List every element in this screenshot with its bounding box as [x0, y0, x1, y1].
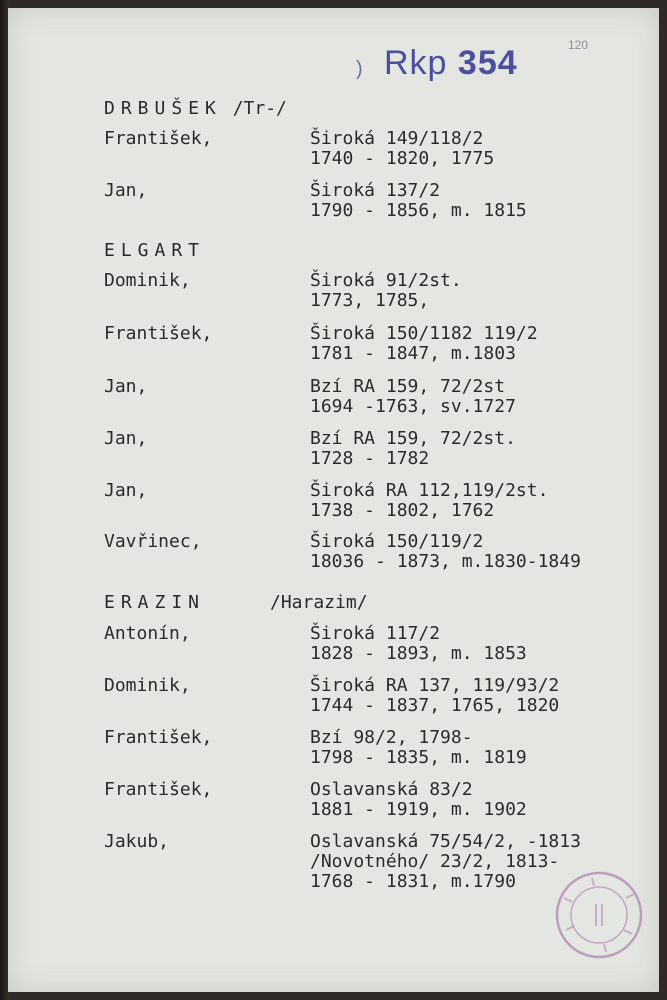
- record-text: ELGART: [104, 240, 206, 261]
- archive-signature: [384, 44, 518, 83]
- record-text: Bzí RA 159, 72/2st: [310, 376, 506, 397]
- record-text: DRBUŠEK: [104, 98, 222, 119]
- record-line: [310, 801, 527, 819]
- record-line: [310, 292, 429, 310]
- record-line: [310, 450, 429, 468]
- record-text: 1781 - 1847, m.1803: [310, 343, 516, 364]
- record-line: [104, 533, 202, 551]
- record-line: [104, 594, 205, 612]
- signature-prefix: Rkp: [384, 44, 448, 82]
- record-line: [104, 729, 212, 747]
- record-line: [310, 749, 527, 767]
- record-text: Bzí RA 159, 72/2st.: [310, 428, 516, 449]
- signature-mark: ): [356, 58, 363, 80]
- record-line: [104, 378, 147, 396]
- record-text: Vavřinec,: [104, 531, 202, 552]
- record-text: 1773, 1785,: [310, 290, 430, 311]
- record-line: [310, 697, 559, 715]
- record-line: [104, 100, 287, 118]
- record-line: [104, 781, 212, 799]
- record-line: [104, 625, 191, 643]
- record-text: Oslavanská 83/2: [310, 779, 473, 800]
- record-text: ERAZIN: [104, 592, 206, 613]
- record-line: [104, 430, 147, 448]
- record-line: [310, 533, 483, 551]
- record-line: [310, 677, 559, 695]
- record-line: [310, 202, 527, 220]
- record-text: Jan,: [104, 428, 148, 449]
- record-text: Dominik,: [104, 675, 191, 696]
- record-line: [310, 398, 516, 416]
- record-text: Bzí 98/2, 1798-: [310, 727, 473, 748]
- record-text: 1798 - 1835, m. 1819: [310, 747, 527, 768]
- record-text: Jakub,: [104, 831, 170, 852]
- record-line: [310, 430, 516, 448]
- record-line: [310, 833, 581, 851]
- record-text: 1738 - 1802, 1762: [310, 500, 495, 521]
- record-line: [310, 272, 462, 290]
- record-text: 1881 - 1919, m. 1902: [310, 799, 527, 820]
- record-subtext: /Tr-/: [221, 98, 287, 119]
- record-line: [104, 130, 212, 148]
- record-line: [104, 482, 147, 500]
- record-text: Široká 149/118/2: [310, 128, 484, 149]
- record-line: [104, 677, 191, 695]
- record-line: [310, 502, 494, 520]
- record-text: /Novotného/ 23/2, 1813-: [310, 851, 560, 872]
- record-text: Dominik,: [104, 270, 191, 291]
- record-text: 1768 - 1831, m.1790: [310, 871, 516, 892]
- record-text: 18036 - 1873, m.1830-1849: [310, 551, 581, 572]
- signature-number: 354: [457, 44, 518, 82]
- record-line: [104, 242, 205, 260]
- record-text: Jan,: [104, 180, 148, 201]
- record-line: [104, 272, 191, 290]
- record-text: 1694 -1763, sv.1727: [310, 396, 516, 417]
- record-text: Široká 91/2st.: [310, 270, 462, 291]
- record-line: [104, 833, 169, 851]
- record-line: [104, 182, 147, 200]
- record-text: Antonín,: [104, 623, 191, 644]
- record-text: 1790 - 1856, m. 1815: [310, 200, 527, 221]
- record-line: [310, 378, 505, 396]
- record-line: [310, 150, 494, 168]
- record-text: Široká 150/1182 119/2: [310, 323, 538, 344]
- record-text: Jan,: [104, 480, 148, 501]
- folio-number: 120: [568, 38, 589, 52]
- record-text: František,: [104, 128, 213, 149]
- record-line: [310, 873, 516, 891]
- record-text: 1828 - 1893, m. 1853: [310, 643, 527, 664]
- record-line: [310, 645, 527, 663]
- record-line: [310, 781, 473, 799]
- record-line: [310, 345, 516, 363]
- record-line: [104, 325, 212, 343]
- record-text: Jan,: [104, 376, 148, 397]
- record-line: [310, 625, 440, 643]
- record-line: [310, 853, 559, 871]
- archive-stamp: [552, 868, 646, 962]
- record-line: [310, 325, 538, 343]
- record-line: [310, 182, 440, 200]
- record-line: [310, 482, 548, 500]
- record-line: [310, 130, 483, 148]
- record-line: [270, 594, 368, 612]
- record-text: 1744 - 1837, 1765, 1820: [310, 695, 560, 716]
- record-text: Široká 117/2: [310, 623, 441, 644]
- record-text: František,: [104, 727, 213, 748]
- record-line: [310, 729, 473, 747]
- record-text: Široká RA 112,119/2st.: [310, 480, 549, 501]
- record-text: František,: [104, 779, 213, 800]
- record-text: /Harazim/: [270, 592, 368, 613]
- record-text: Široká RA 137, 119/93/2: [310, 675, 560, 696]
- record-line: [310, 553, 581, 571]
- record-text: Široká 150/119/2: [310, 531, 484, 552]
- record-text: 1740 - 1820, 1775: [310, 148, 495, 169]
- record-text: František,: [104, 323, 213, 344]
- record-text: Široká 137/2: [310, 180, 441, 201]
- record-text: 1728 - 1782: [310, 448, 430, 469]
- record-text: Oslavanská 75/54/2, -1813: [310, 831, 581, 852]
